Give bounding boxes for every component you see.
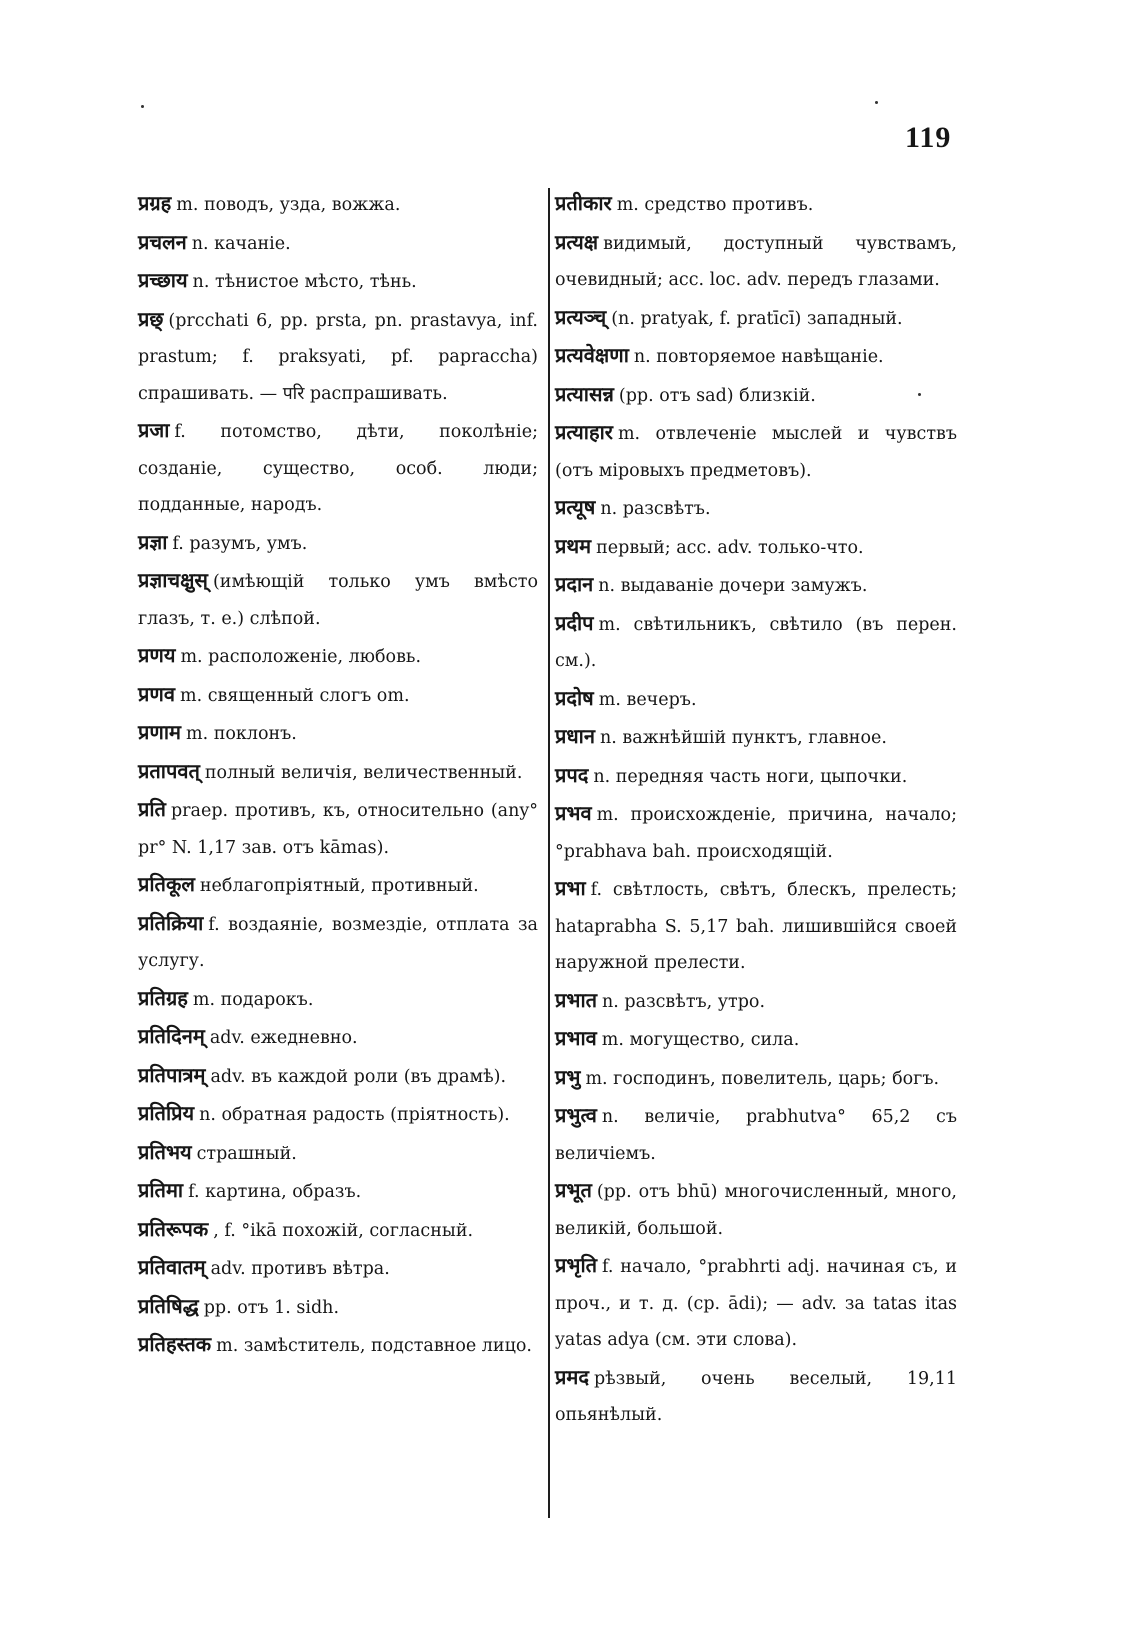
- entry-definition: n. передняя часть ноги, цыпочки.: [593, 766, 908, 787]
- entry-definition: m. средство противъ.: [616, 195, 814, 215]
- entry-headword: प्रतापवत्: [138, 758, 200, 783]
- entry-definition: m. поводъ, узда, вожжа.: [176, 195, 401, 215]
- dictionary-entry: [138, 1211, 538, 1250]
- dictionary-entry: [555, 224, 957, 299]
- entry-headword: प्रणाम: [138, 720, 181, 744]
- entry-headword: प्रतिग्रह: [138, 985, 188, 1010]
- entry-headword: प्रधान: [555, 724, 595, 748]
- entry-definition: (pp. отъ sad) близкій.: [618, 385, 816, 406]
- entry-definition: m. отвлеченіе мыслей и чувствъ (отъ міровыхъ предметовъ).: [555, 424, 957, 481]
- entry-definition: (pp. отъ bhū) многочисленный, много, великій, большой.: [555, 1182, 957, 1239]
- dictionary-entry: [138, 791, 538, 866]
- entry-definition: m. могущество, сила.: [601, 1030, 800, 1050]
- entry-definition: m. свѣтильникъ, свѣтило (въ перен. см.).: [555, 614, 957, 671]
- entry-headword: प्रणय: [138, 643, 176, 667]
- entry-definition: n. тѣнистое мѣсто, тѣнь.: [192, 272, 417, 292]
- dictionary-entry: [138, 980, 538, 1019]
- dictionary-entry: [555, 376, 957, 415]
- entry-headword: प्रतिहस्तक: [138, 1332, 212, 1356]
- entry-headword: प्रतिप्रिय: [138, 1101, 195, 1125]
- dictionary-entry: [138, 1288, 538, 1327]
- entry-headword: प्रथम: [555, 533, 592, 558]
- entry-headword: प्रदोष: [555, 685, 594, 710]
- entry-definition: n. разсвѣтъ.: [600, 499, 711, 519]
- entry-definition: m. господинъ, повелитель, царь; богъ.: [585, 1068, 940, 1089]
- entry-definition: m. поклонъ.: [185, 724, 297, 744]
- dictionary-entry: [555, 185, 957, 224]
- entry-definition: (n. pratyak, f. pratīcī) западный.: [611, 308, 903, 329]
- dictionary-entry: [138, 262, 538, 301]
- entry-headword: प्रभात: [555, 987, 598, 1012]
- entry-headword: प्रभु: [555, 1064, 581, 1089]
- dictionary-entry: [138, 1134, 538, 1173]
- dictionary-entry: [138, 866, 538, 905]
- entry-definition: n. важнѣйшій пунктъ, главное.: [599, 728, 887, 748]
- entry-headword: प्रत्यक्ष: [555, 229, 599, 254]
- dictionary-entry: [138, 185, 538, 224]
- page-number: 119: [905, 121, 952, 154]
- dictionary-entry: [138, 714, 538, 753]
- entry-headword: प्रत्यञ्च्: [555, 304, 607, 329]
- entry-headword: प्रज्ञा: [138, 529, 168, 554]
- entry-definition: f. воздаяніе, возмездіе, отплата за услугу.: [138, 914, 538, 971]
- entry-definition: полный величія, величественный.: [204, 762, 523, 783]
- dictionary-entry: [138, 905, 538, 980]
- dictionary-entry: [555, 1059, 957, 1098]
- column-divider: [548, 188, 550, 1518]
- entry-headword: प्रज्ञाचक्षुस्: [138, 568, 208, 592]
- entry-definition: , f. °ikā похожій, согласный.: [213, 1220, 474, 1241]
- dictionary-entry: [138, 1018, 538, 1057]
- entry-definition: adv. противъ вѣтра.: [210, 1259, 390, 1279]
- entry-headword: प्रतिषिद्ध: [138, 1293, 199, 1318]
- entry-headword: प्रपद: [555, 762, 589, 787]
- dictionary-entry: [138, 562, 538, 637]
- left-column: [138, 185, 538, 1365]
- entry-headword: प्रभव: [555, 801, 592, 825]
- entry-definition: неблагопріятный, противный.: [199, 876, 479, 896]
- dictionary-entry: [555, 566, 957, 605]
- dictionary-entry: [555, 528, 957, 567]
- entry-headword: प्रतिवातम्: [138, 1255, 206, 1279]
- entry-definition: m. замѣститель, подставное лицо.: [216, 1336, 532, 1356]
- dictionary-entry: [555, 757, 957, 796]
- entry-definition: praep. противъ, къ, относительно (any° pr° N. 1,17 зав. отъ kāmas).: [138, 801, 538, 858]
- entry-headword: प्रतीकार: [555, 191, 612, 215]
- entry-headword: प्रतिभय: [138, 1139, 192, 1164]
- entry-definition: рѣзвый, очень веселый, 19,11 опьянѣлый.: [555, 1368, 957, 1425]
- scan-speck: [918, 393, 921, 396]
- dictionary-entry: [555, 1247, 957, 1359]
- dictionary-entry: [138, 753, 538, 792]
- right-column: [555, 185, 957, 1434]
- entry-headword: प्रतिमा: [138, 1178, 184, 1202]
- entry-headword: प्रतिरूपक: [138, 1216, 209, 1241]
- entry-headword: प्रछ्: [138, 306, 164, 331]
- entry-headword: प्रदान: [555, 572, 594, 596]
- entry-headword: प्रचलन: [138, 229, 187, 254]
- entry-headword: प्रतिक्रिया: [138, 910, 204, 935]
- entry-definition: f. потомство, дѣти, поколѣніе; созданіе, существо, особ. люди; подданные, народъ.: [138, 422, 538, 515]
- entry-definition: adv. въ каждой роли (въ драмѣ).: [210, 1066, 507, 1087]
- entry-headword: प्रत्यूष: [555, 495, 596, 519]
- dictionary-entry: [138, 1095, 538, 1134]
- entry-headword: प्रभृति: [555, 1253, 598, 1277]
- dictionary-entry: [555, 680, 957, 719]
- entry-headword: प्रजा: [138, 418, 170, 442]
- dictionary-entry: [555, 718, 957, 757]
- dictionary-entry: [555, 1172, 957, 1247]
- dictionary-entry: [138, 676, 538, 715]
- entry-headword: प्रतिपात्रम्: [138, 1062, 206, 1087]
- entry-headword: प्रभाव: [555, 1026, 597, 1050]
- entry-definition: f. разумъ, умъ.: [172, 533, 308, 554]
- dictionary-entry: [138, 224, 538, 263]
- entry-headword: प्रतिकूल: [138, 872, 195, 896]
- entry-definition: adv. ежедневно.: [209, 1028, 358, 1048]
- dictionary-entry: [555, 299, 957, 338]
- entry-headword: प्रभुत्व: [555, 1103, 597, 1127]
- entry-headword: प्रमद: [555, 1364, 589, 1389]
- entry-definition: (prcchati 6, pp. prsta, pn. prastavya, inf. prastum; f. praksyati, pf. papraccha) спрашивать. — परि распрашивать.: [138, 310, 538, 404]
- entry-headword: प्रणव: [138, 681, 175, 706]
- entry-definition: n. качаніе.: [191, 233, 291, 254]
- entry-definition: видимый, доступный чувствамъ, очевидный; acc. loc. adv. передъ глазами.: [555, 233, 957, 290]
- entry-definition: первый; acc. adv. только-что.: [596, 537, 864, 558]
- entry-definition: n. выдаваніе дочери замужъ.: [598, 576, 868, 596]
- entry-headword: प्रच्छाय: [138, 268, 188, 292]
- dictionary-entry: [555, 1359, 957, 1434]
- entry-headword: प्रदीप: [555, 610, 594, 635]
- entry-headword: प्रभूत: [555, 1178, 592, 1202]
- dictionary-entry: [138, 524, 538, 563]
- entry-definition: страшный.: [196, 1143, 297, 1164]
- entry-headword: प्रत्याहार: [555, 420, 613, 444]
- entry-definition: f. картина, образъ.: [188, 1182, 362, 1202]
- entry-headword: प्रति: [138, 797, 166, 821]
- entry-definition: m. происхожденіе, причина, начало; °prabhava bah. происходящій.: [555, 805, 957, 862]
- entry-definition: (имѣющій только умъ вмѣсто глазъ, т. е.) слѣпой.: [138, 572, 538, 629]
- entry-definition: n. разсвѣтъ, утро.: [602, 991, 766, 1012]
- dictionary-entry: [138, 637, 538, 676]
- entry-headword: प्रतिदिनम्: [138, 1024, 205, 1048]
- dictionary-entry: [138, 301, 538, 413]
- entry-definition: f. свѣтлость, свѣтъ, блескъ, прелесть; hataprabha S. 5,17 bah. лишившійся своей наружной прелести.: [555, 880, 957, 973]
- entry-definition: n. величіе, prabhutva° 65,2 съ величіемъ.: [555, 1107, 957, 1164]
- dictionary-entry: [555, 982, 957, 1021]
- dictionary-entry: [555, 337, 957, 376]
- entry-definition: m. подарокъ.: [192, 989, 314, 1010]
- entry-definition: pp. отъ 1. sidh.: [203, 1297, 340, 1318]
- dictionary-entry: [138, 1172, 538, 1211]
- scan-speck: [875, 101, 878, 104]
- dictionary-entry: [138, 1057, 538, 1096]
- entry-definition: m. священный слогъ om.: [179, 685, 410, 706]
- dictionary-entry: [555, 870, 957, 982]
- entry-definition: f. начало, °prabhrti adj. начиная съ, и проч., и т. д. (ср. ādi); — adv. за tatas itas yatas adya (см. эти слова).: [555, 1257, 957, 1350]
- entry-definition: m. вечеръ.: [598, 689, 697, 710]
- entry-definition: m. расположеніе, любовь.: [180, 647, 422, 667]
- dictionary-entry: [138, 1249, 538, 1288]
- entry-headword: प्रत्यवेक्षणा: [555, 343, 629, 367]
- entry-headword: प्रत्यासन्न: [555, 381, 614, 406]
- dictionary-entry: [555, 605, 957, 680]
- dictionary-entry: [555, 414, 957, 489]
- dictionary-entry: [138, 1326, 538, 1365]
- dictionary-entry: [555, 795, 957, 870]
- entry-definition: n. повторяемое навѣщаніе.: [633, 347, 884, 367]
- scan-speck: [141, 105, 144, 108]
- entry-headword: प्रग्रह: [138, 191, 172, 215]
- dictionary-entry: [555, 489, 957, 528]
- dictionary-entry: [138, 412, 538, 524]
- entry-definition: n. обратная радость (пріятность).: [199, 1105, 510, 1125]
- entry-headword: प्रभा: [555, 876, 586, 900]
- dictionary-entry: [555, 1020, 957, 1059]
- dictionary-entry: [555, 1097, 957, 1172]
